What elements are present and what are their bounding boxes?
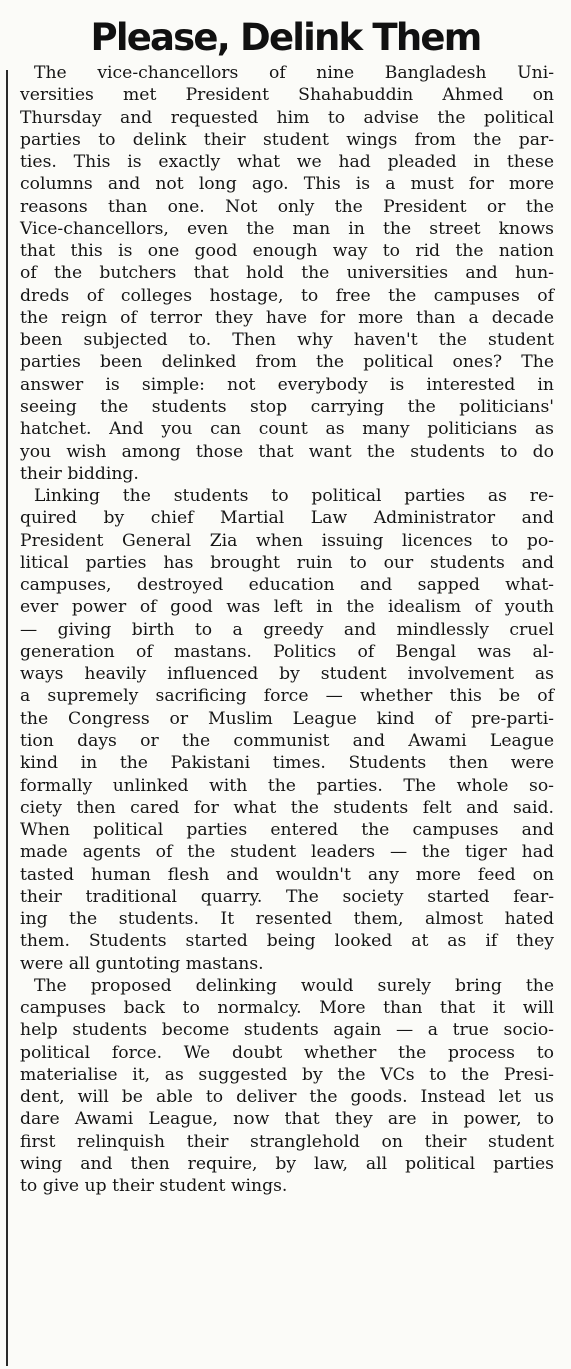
- article-line: were all guntoting mastans.: [20, 953, 264, 974]
- article-line: answer is simple: not everybody is interested in: [20, 374, 554, 395]
- article-line: materialise it, as suggested by the VCs to the Presi-: [20, 1064, 554, 1085]
- article-line: ways heavily influenced by student involvement as: [20, 664, 554, 685]
- article-line: Thursday and requested him to advise the political: [20, 107, 554, 128]
- article-line: The proposed delinking would surely bring the: [34, 975, 554, 996]
- article-line: wing and then require, by law, all political parties: [20, 1154, 554, 1175]
- article-line: the reign of terror they have for more than a decade: [20, 307, 554, 328]
- article-line: ciety then cared for what the students felt and said.: [20, 797, 554, 818]
- article-body: [20, 62, 554, 1198]
- article-line: parties been delinked from the political ones? The: [20, 352, 554, 373]
- article-line: litical parties has brought ruin to our students and: [20, 552, 554, 573]
- article-line: ing the students. It resented them, almost hated: [20, 909, 554, 930]
- article-line: seeing the students stop carrying the politicians': [20, 396, 554, 417]
- article-line: kind in the Pakistani times. Students then were: [20, 753, 554, 774]
- article-line: you wish among those that want the students to do: [20, 441, 554, 462]
- article-headline: Please, Delink Them: [90, 16, 481, 59]
- article-line: parties to delink their student wings from the par-: [20, 129, 554, 150]
- article-line: Vice-chancellors, even the man in the street knows: [20, 218, 554, 239]
- article-line: their bidding.: [20, 463, 139, 484]
- article-line: reasons than one. Not only the President or the: [20, 196, 554, 217]
- article-line: dent, will be able to deliver the goods. Instead let us: [20, 1087, 554, 1108]
- article-line: been subjected to. Then why haven't the student: [20, 330, 554, 351]
- article-line: political force. We doubt whether the process to: [20, 1042, 554, 1063]
- article-line: ever power of good was left in the idealism of youth: [20, 597, 554, 618]
- article-line: formally unlinked with the parties. The whole so-: [20, 775, 554, 796]
- article-line: help students become students again — a true socio-: [20, 1020, 554, 1041]
- article-line: columns and not long ago. This is a must for more: [20, 174, 554, 195]
- article-line: campuses, destroyed education and sapped what-: [20, 575, 554, 596]
- article-line: dare Awami League, now that they are in power, to: [20, 1109, 554, 1130]
- article-line: to give up their student wings.: [20, 1176, 288, 1197]
- article-line: quired by chief Martial Law Administrator and: [20, 508, 554, 529]
- article-line: When political parties entered the campuses and: [20, 820, 554, 841]
- article-line: generation of mastans. Politics of Bengal was al-: [20, 641, 554, 662]
- article-line: that this is one good enough way to rid the nation: [20, 241, 554, 262]
- article-line: their traditional quarry. The society started fear-: [20, 886, 554, 907]
- article-line: a supremely sacrificing force — whether this be of: [20, 686, 554, 707]
- article-line: — giving birth to a greedy and mindlessly cruel: [20, 619, 554, 640]
- article-line: made agents of the student leaders — the tiger had: [20, 842, 554, 863]
- article-line: the Congress or Muslim League kind of pre-parti-: [20, 708, 554, 729]
- column-rule: [6, 70, 8, 1366]
- article-line: versities met President Shahabuddin Ahmed on: [20, 85, 554, 106]
- article-line: dreds of colleges hostage, to free the campuses of: [20, 285, 554, 306]
- article-line: campuses back to normalcy. More than that it will: [20, 998, 554, 1019]
- article-line: first relinquish their stranglehold on their student: [20, 1131, 554, 1152]
- article-line: of the butchers that hold the universities and hun-: [20, 263, 554, 284]
- article-line: The vice-chancellors of nine Bangladesh Uni-: [34, 63, 554, 83]
- article-line: Linking the students to political parties as re-: [34, 486, 554, 507]
- article-line: them. Students started being looked at as if they: [20, 931, 554, 952]
- article-line: President General Zia when issuing licences to po-: [20, 530, 554, 551]
- article-line: tasted human flesh and wouldn't any more feed on: [20, 864, 554, 885]
- article-line: hatchet. And you can count as many politicians as: [20, 419, 554, 440]
- article-line: tion days or the communist and Awami League: [20, 730, 554, 751]
- article-line: ties. This is exactly what we had pleaded in these: [20, 152, 554, 173]
